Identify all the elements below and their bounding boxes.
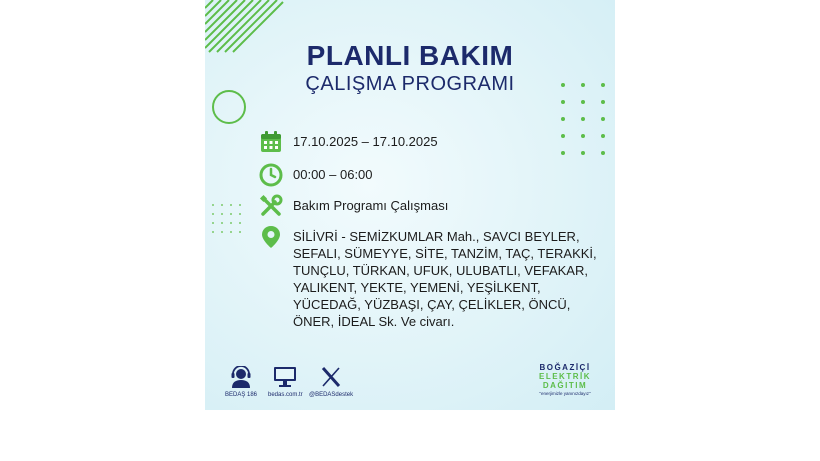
work-type-text: Bakım Programı Çalışması bbox=[293, 198, 449, 213]
tools-icon bbox=[259, 194, 283, 218]
page-subtitle: ÇALIŞMA PROGRAMI bbox=[305, 73, 515, 95]
address-row bbox=[259, 225, 603, 330]
social-link[interactable] bbox=[309, 366, 353, 398]
company-logo bbox=[535, 363, 595, 396]
social-label: @BEDASdestek bbox=[309, 392, 354, 398]
date-range-text: 17.10.2025 – 17.10.2025 bbox=[293, 134, 438, 149]
logo-line-1: BOĞAZİÇİ bbox=[539, 363, 591, 372]
calendar-icon bbox=[259, 130, 283, 154]
logo-line-2: ELEKTRİK bbox=[539, 372, 591, 381]
logo-line-3: DAĞITIM bbox=[542, 381, 588, 390]
time-range-text: 00:00 – 06:00 bbox=[293, 167, 373, 182]
address-text: SİLİVRİ - SEMİZKUMLAR Mah., SAVCI BEYLER, SEFALI, SÜMEYYE, SİTE, TANZİM, TAÇ, TERAKKİ, TUNÇLU, TÜRKAN, UFUK, ULUBATLI, VEFAKAR, YALIKENT, YEKTE, YEMENİ, YEŞİLKENT, YÜCEDAĞ, YÜZBAŞI, ÇAY, ÇELİKLER, ÖNCÜ, ÖNER, İDEAL Sk. Ve civarı. bbox=[293, 229, 597, 329]
work-type-row bbox=[259, 194, 448, 218]
location-pin-icon bbox=[259, 225, 283, 249]
time-row bbox=[259, 163, 373, 187]
clock-icon bbox=[259, 163, 283, 187]
page-title: PLANLI BAKIM bbox=[306, 40, 514, 71]
call-center-label: BEDAŞ 186 bbox=[225, 392, 258, 398]
monitor-icon bbox=[273, 366, 297, 388]
call-center-agent-icon bbox=[229, 366, 253, 388]
website-label: bedas.com.tr bbox=[268, 392, 303, 398]
date-row bbox=[259, 130, 438, 154]
logo-slogan: "enerjimizle yanınızdayız" bbox=[539, 391, 591, 396]
maintenance-announcement-card bbox=[205, 0, 615, 410]
website-link[interactable] bbox=[268, 366, 303, 398]
x-logo-icon bbox=[319, 366, 343, 388]
call-center-contact[interactable] bbox=[225, 366, 257, 398]
decorative-dot-grid-small bbox=[212, 204, 241, 233]
